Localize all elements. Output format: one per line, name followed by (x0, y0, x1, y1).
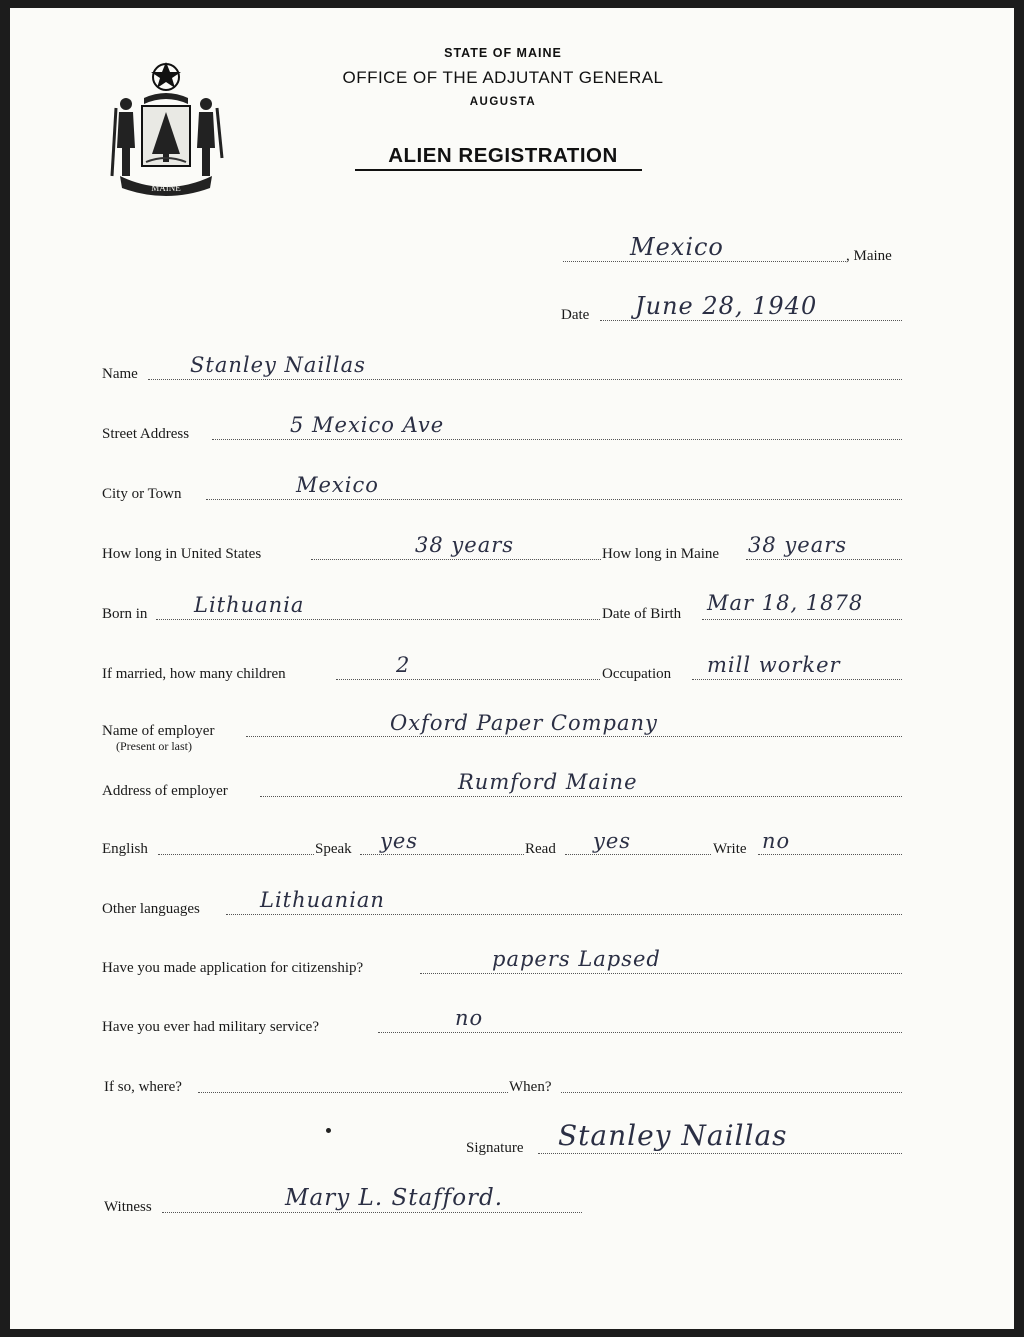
name-value: Stanley Naillas (190, 353, 366, 377)
occupation-line (692, 679, 902, 680)
employer-line (246, 736, 902, 737)
occupation-label: Occupation (602, 666, 672, 682)
english-label: English (102, 841, 148, 857)
years-maine-line (746, 559, 902, 560)
date-value: June 28, 1940 (635, 292, 818, 320)
seal-motto: MAINE (151, 183, 181, 193)
city-value: Mexico (296, 473, 379, 497)
read-line (565, 854, 711, 855)
read-label: Read (525, 841, 556, 857)
years-us-value: 38 years (415, 533, 515, 557)
citizenship-label: Have you made application for citizenship? (102, 960, 364, 976)
date-line (600, 320, 902, 321)
maine-state-seal-icon (106, 58, 226, 196)
born-in-label: Born in (102, 606, 148, 622)
write-label: Write (713, 841, 747, 857)
when-line (561, 1092, 902, 1093)
write-line (758, 854, 902, 855)
read-value: yes (593, 829, 632, 853)
years-maine-value: 38 years (748, 533, 848, 557)
state-heading: STATE OF MAINE (444, 46, 562, 60)
date-of-birth-line (702, 619, 902, 620)
where-line (198, 1092, 508, 1093)
other-languages-label: Other languages (102, 901, 200, 917)
children-label: If married, how many children (102, 666, 286, 682)
city-label: City or Town (102, 486, 182, 502)
name-line (148, 379, 902, 380)
citizenship-line (420, 973, 902, 974)
born-in-value: Lithuania (194, 593, 305, 617)
witness-value: Mary L. Stafford. (285, 1185, 504, 1211)
street-address-value: 5 Mexico Ave (290, 413, 445, 437)
when-label: When? (509, 1079, 552, 1095)
town-value: Mexico (630, 233, 724, 261)
write-value: no (762, 829, 791, 853)
children-value: 2 (396, 653, 411, 677)
military-line (378, 1032, 902, 1033)
military-label: Have you ever had military service? (102, 1019, 319, 1035)
other-languages-line (226, 914, 902, 915)
town-line (563, 261, 846, 262)
date-of-birth-label: Date of Birth (602, 606, 682, 622)
employer-address-value: Rumford Maine (458, 770, 638, 794)
speak-label: Speak (315, 841, 352, 857)
date-label: Date (561, 307, 590, 323)
city-heading: AUGUSTA (469, 96, 537, 108)
street-address-line (212, 439, 902, 440)
occupation-value: mill worker (707, 653, 841, 677)
street-address-label: Street Address (102, 426, 190, 442)
employer-value: Oxford Paper Company (390, 711, 658, 735)
name-label: Name (102, 366, 138, 382)
alien-registration-form (10, 8, 1014, 1329)
office-heading: OFFICE OF THE ADJUTANT GENERAL (342, 68, 664, 87)
employer-address-label: Address of employer (102, 783, 228, 799)
signature-line (538, 1153, 902, 1154)
signature-value: Stanley Naillas (558, 1119, 788, 1152)
title-underline (355, 169, 642, 171)
years-us-label: How long in United States (102, 546, 262, 562)
years-us-line (311, 559, 601, 560)
speak-line (360, 854, 524, 855)
town-state-label: , Maine (846, 248, 892, 264)
signature-label: Signature (466, 1140, 524, 1156)
witness-label: Witness (104, 1199, 152, 1215)
ink-dot (326, 1128, 331, 1133)
employer-sublabel: (Present or last) (116, 739, 192, 753)
military-value: no (455, 1006, 484, 1030)
other-languages-value: Lithuanian (260, 888, 385, 912)
years-maine-label: How long in Maine (602, 546, 720, 562)
city-line (206, 499, 902, 500)
speak-value: yes (380, 829, 419, 853)
employer-address-line (260, 796, 902, 797)
date-of-birth-value: Mar 18, 1878 (707, 591, 864, 615)
where-label: If so, where? (104, 1079, 182, 1095)
form-title: ALIEN REGISTRATION (388, 144, 618, 167)
born-in-line (156, 619, 600, 620)
witness-line (162, 1212, 582, 1213)
employer-label: Name of employer (102, 723, 215, 739)
children-line (336, 679, 600, 680)
citizenship-value: papers Lapsed (492, 947, 661, 971)
english-line (158, 854, 314, 855)
